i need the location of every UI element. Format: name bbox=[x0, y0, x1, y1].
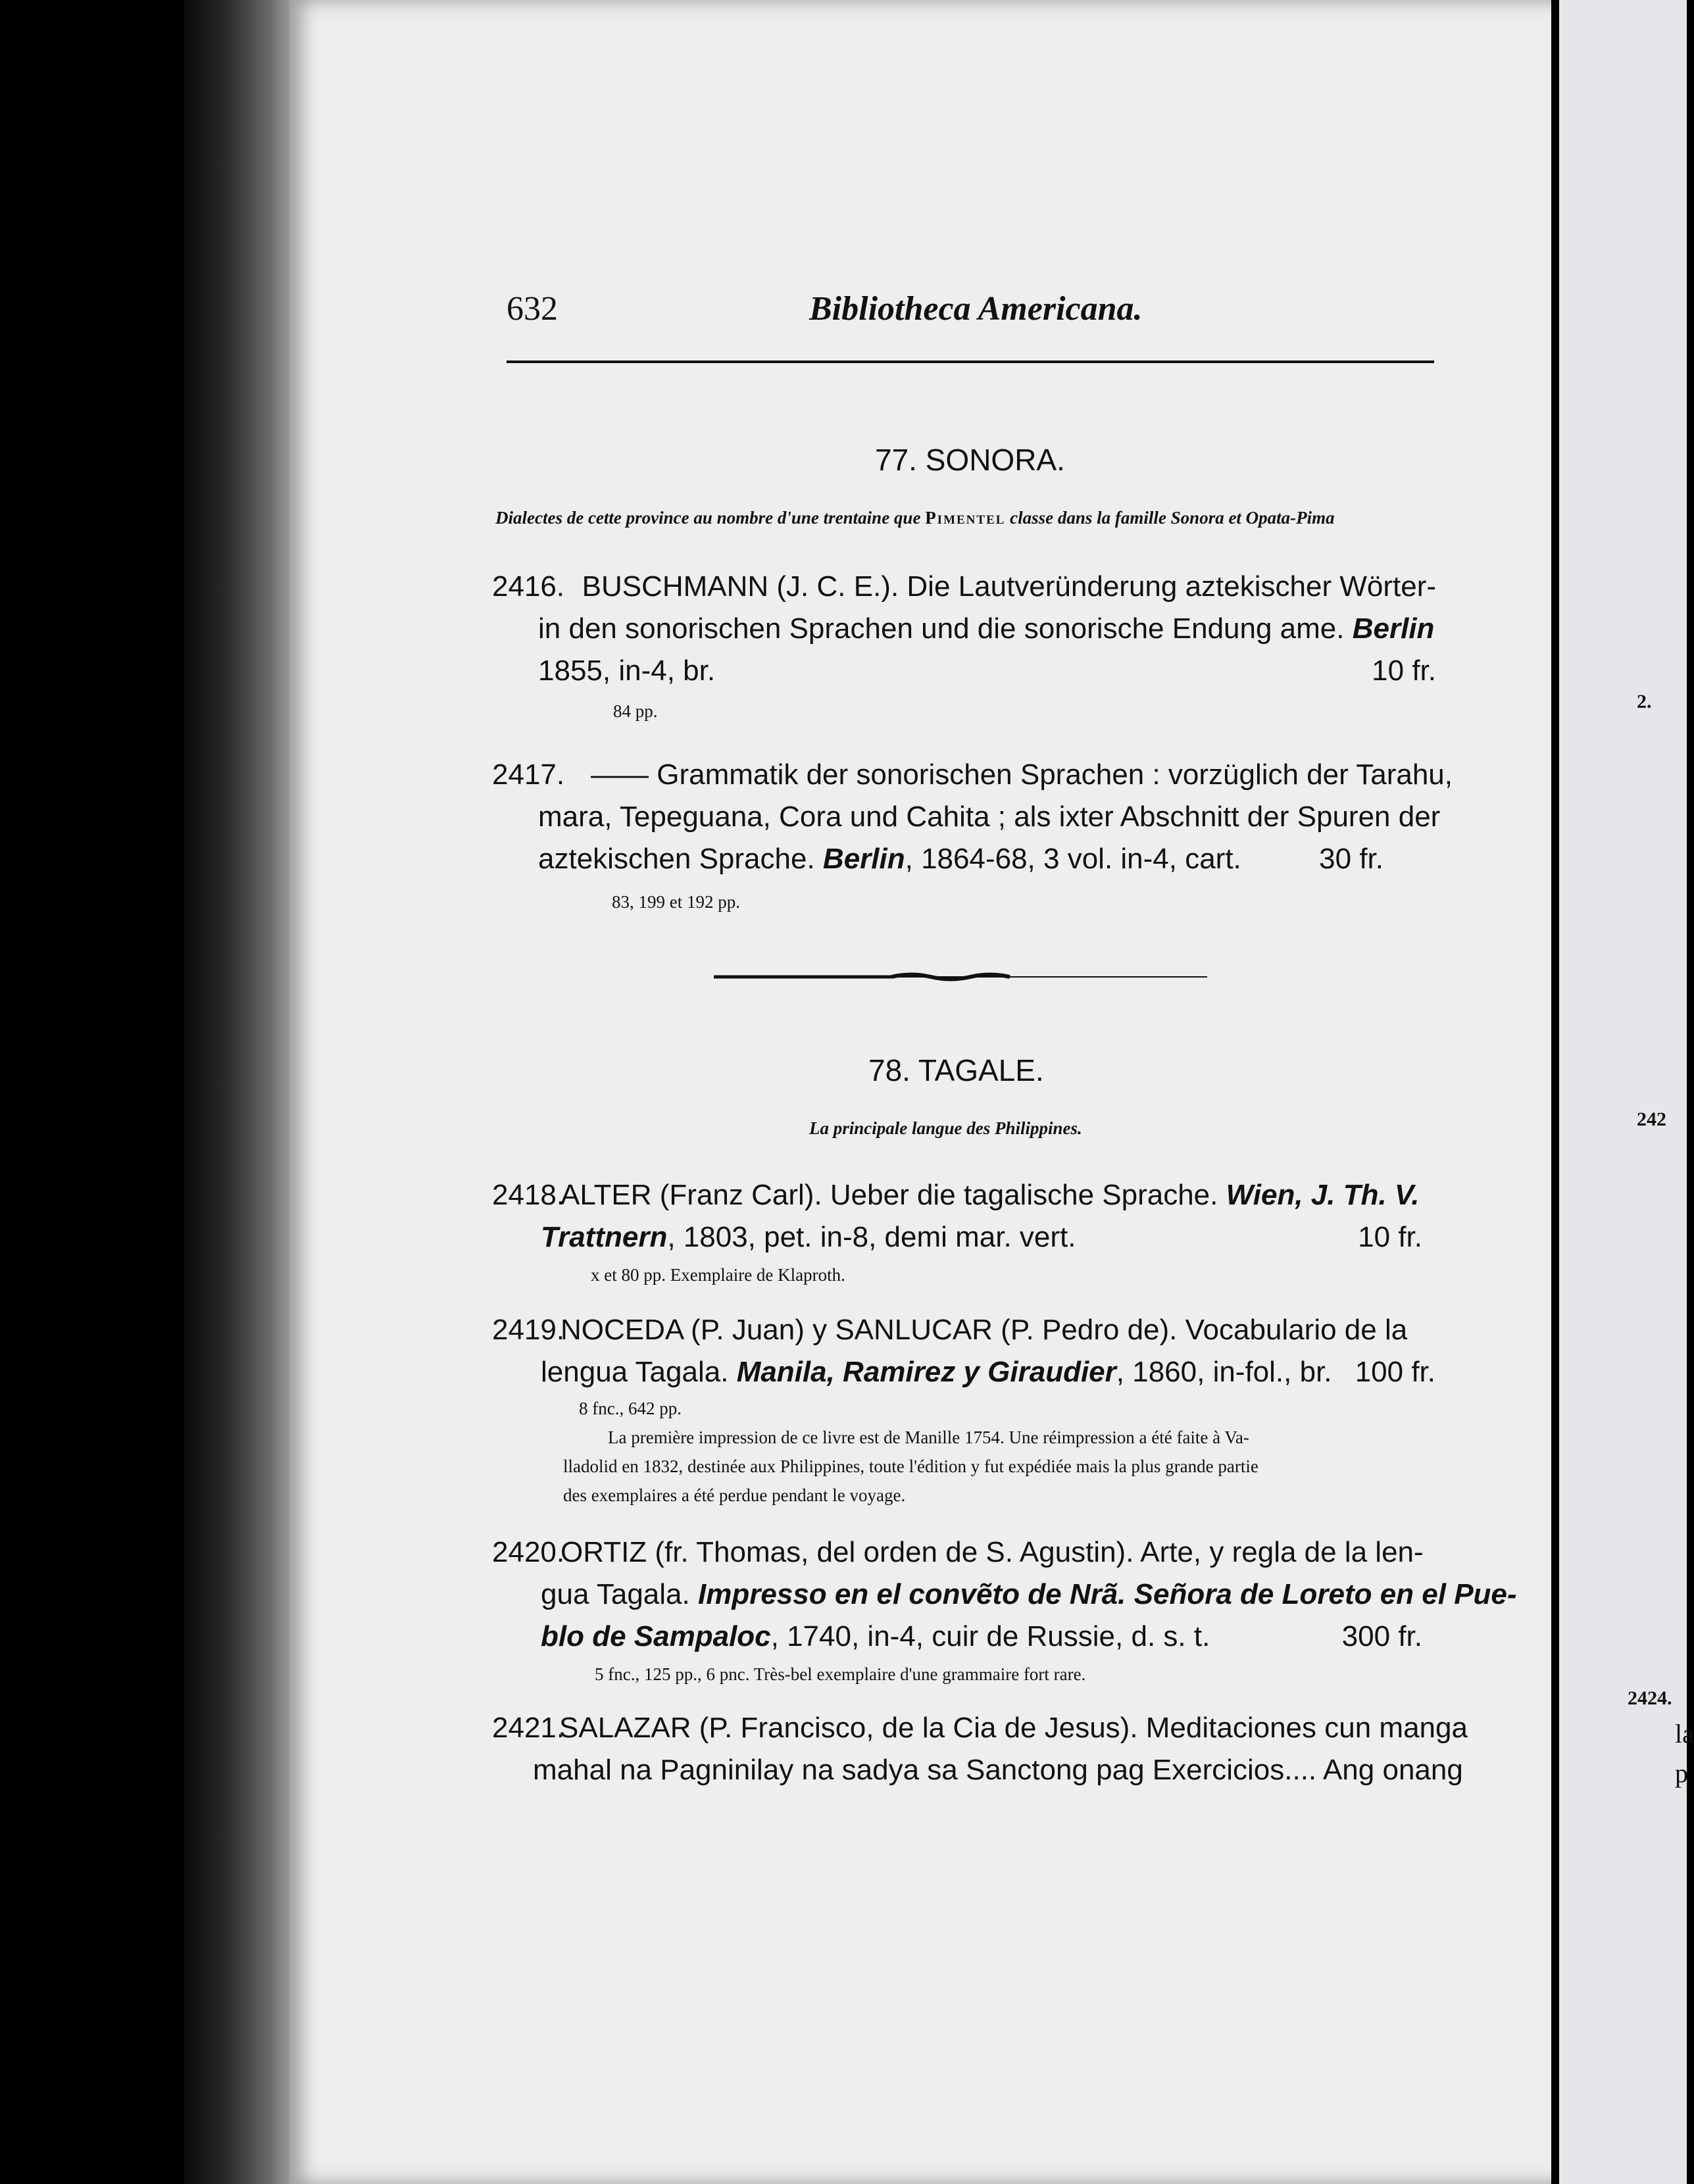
section-heading-sonora: 77. SONORA. bbox=[875, 443, 1065, 477]
section-divider-ornament bbox=[714, 972, 1207, 981]
entry-price: 10 fr. bbox=[1358, 1221, 1422, 1253]
catalog-entry-2419: 2419. NOCEDA (P. Juan) y SANLUCAR (P. Pedro de). Vocabulario de la lengua Tagala. Manila, Ramirez y Giraudier, 1860, in-fol., br. 100 fr. bbox=[492, 1309, 1436, 1393]
entry-number: 2416. bbox=[492, 570, 565, 603]
section-note-tagale: La principale langue des Philippines. bbox=[809, 1118, 1082, 1138]
header-rule bbox=[507, 360, 1434, 363]
entry-number: 2417. bbox=[492, 758, 565, 791]
facing-fragment: 2. bbox=[1637, 691, 1652, 712]
facing-fragment: 242 bbox=[1637, 1108, 1666, 1130]
catalog-entry-2418: 2418. ALTER (Franz Carl). Ueber die tagalische Sprache. Wien, J. Th. V. Trattnern, 1803, pet. in-8, demi mar. vert. 10 fr. bbox=[492, 1174, 1436, 1258]
entry-number: 2421. bbox=[492, 1712, 565, 1744]
entry-number: 2420. bbox=[492, 1536, 565, 1568]
entry-note: lladolid en 1832, destinée aux Philippines, toute l'édition y fut expédiée mais la plus grande partie bbox=[563, 1456, 1258, 1476]
entry-price: 100 fr. bbox=[1355, 1356, 1435, 1388]
entry-note: x et 80 pp. Exemplaire de Klaproth. bbox=[591, 1265, 845, 1285]
catalog-entry-2416: 2416. BUSCHMANN (J. C. E.). Die Lautveründerung aztekischer Wörter- in den sonorischen Sprachen und die sonorische Endung ame. Berlin 1855, in-4, br. 10 fr. bbox=[492, 566, 1436, 692]
page-number: 632 bbox=[507, 290, 558, 328]
entry-number: 2419. bbox=[492, 1314, 565, 1346]
entry-note: 8 fnc., 642 pp. bbox=[579, 1399, 682, 1418]
catalog-entry-2420: 2420. ORTIZ (fr. Thomas, del orden de S. Agustin). Arte, y regla de la len- gua Tagala. Impresso en el convẽto de Nrã. Señora de Loreto en el Pue- blo de Sampaloc, 1740, in-4, cuir de Russie, d. s. t. 300 fr. bbox=[492, 1531, 1436, 1658]
facing-fragment: p bbox=[1675, 1758, 1688, 1788]
entry-number: 2418. bbox=[492, 1179, 565, 1211]
facing-fragment: 2424. bbox=[1628, 1687, 1672, 1709]
catalog-entry-2421: 2421. SALAZAR (P. Francisco, de la Cia de Jesus). Meditaciones cun manga mahal na Pagninilay na sadya sa Sanctong pag Exercicios.... Ang onang bbox=[492, 1707, 1436, 1791]
section-heading-tagale: 78. TAGALE. bbox=[868, 1053, 1044, 1087]
entry-note: La première impression de ce livre est de Manille 1754. Une réimpression a été faite à Va- bbox=[608, 1427, 1249, 1447]
facing-page-edge bbox=[1559, 0, 1694, 2184]
entry-price: 300 fr. bbox=[1341, 1620, 1422, 1652]
entry-note: 5 fnc., 125 pp., 6 pnc. Très-bel exemplaire d'une grammaire fort rare. bbox=[595, 1664, 1086, 1684]
entry-note: des exemplaires a été perdue pendant le voyage. bbox=[563, 1485, 906, 1505]
entry-price: 30 fr. bbox=[1319, 843, 1383, 875]
section-note-sonora: Dialectes de cette province au nombre d'une trentaine que Pimentel classe dans la famille Sonora et Opata-Pima bbox=[495, 508, 1335, 528]
running-title: Bibliotheca Americana. bbox=[809, 290, 1143, 328]
entry-note: 83, 199 et 192 pp. bbox=[612, 892, 740, 912]
entry-price: 10 fr. bbox=[1372, 655, 1436, 687]
catalog-entry-2417: 2417. —— Grammatik der sonorischen Sprachen : vorzüglich der Tarahu, mara, Tepeguana, Cora und Cahita ; als ixter Abschnitt der Spuren der aztekischen Sprache. Berlin, 1864-68, 3 vol. in-4, cart. 30 fr. bbox=[492, 754, 1436, 880]
book-gutter bbox=[184, 0, 306, 2184]
page-separator bbox=[1551, 0, 1559, 2184]
facing-fragment: la bbox=[1675, 1719, 1694, 1749]
entry-note: 84 pp. bbox=[613, 701, 658, 721]
